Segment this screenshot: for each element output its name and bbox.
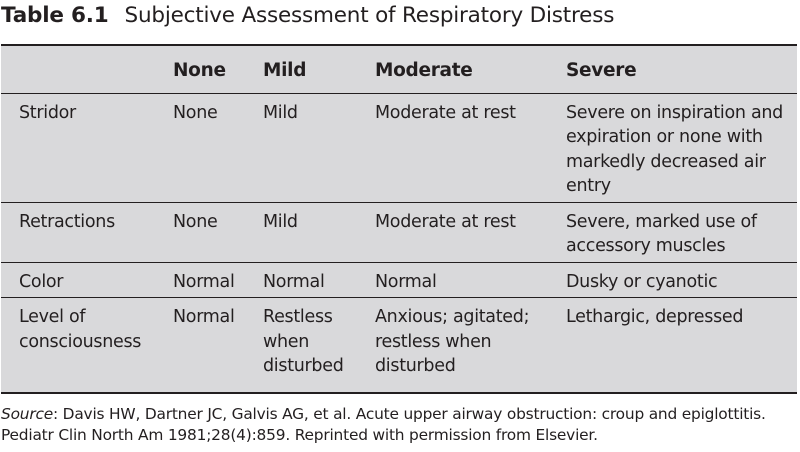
cell-severe: Lethargic, depressed <box>558 298 797 382</box>
table-row <box>1 93 797 202</box>
cell-moderate: Moderate at rest <box>367 93 558 202</box>
cell-mild: Normal <box>255 262 367 298</box>
cell-none: None <box>165 202 255 262</box>
header-blank <box>1 46 165 93</box>
header-row <box>1 46 797 93</box>
cell-moderate: Anxious; agitated; restless when disturbed <box>367 298 558 382</box>
row-label: Color <box>1 262 165 298</box>
cell-mild: Restless when disturbed <box>255 298 367 382</box>
header-none: None <box>173 60 226 81</box>
table-row <box>1 262 797 298</box>
row-label: Stridor <box>1 93 165 202</box>
header-moderate: Moderate <box>375 60 473 81</box>
header-severe: Severe <box>566 60 637 81</box>
cell-none: Normal <box>165 262 255 298</box>
cell-none: Normal <box>165 298 255 382</box>
row-label: Level of consciousness <box>1 298 165 382</box>
source-note <box>1 404 797 446</box>
row-label: Retractions <box>1 202 165 262</box>
source-label: Source <box>1 405 53 423</box>
table-number: Table 6.1 <box>1 3 109 28</box>
cell-severe: Severe, marked use of accessory muscles <box>558 202 797 262</box>
table-row <box>1 298 797 382</box>
table-panel <box>1 44 797 394</box>
cell-mild: Mild <box>255 202 367 262</box>
respiratory-distress-table <box>1 46 797 382</box>
cell-severe: Severe on inspiration and expiration or none with markedly decreased air entry <box>558 93 797 202</box>
source-citation: : Davis HW, Dartner JC, Galvis AG, et al. Acute upper airway obstruction: croup and epiglottitis. Pediatr Clin North Am 1981;28(4):859. Reprinted with permission from Elsevier. <box>1 405 766 444</box>
cell-moderate: Normal <box>367 262 558 298</box>
cell-mild: Mild <box>255 93 367 202</box>
cell-none: None <box>165 93 255 202</box>
table-caption: Subjective Assessment of Respiratory Distress <box>124 3 615 28</box>
table-title <box>1 3 614 29</box>
table-row <box>1 202 797 262</box>
cell-moderate: Moderate at rest <box>367 202 558 262</box>
header-mild: Mild <box>263 60 307 81</box>
cell-severe: Dusky or cyanotic <box>558 262 797 298</box>
